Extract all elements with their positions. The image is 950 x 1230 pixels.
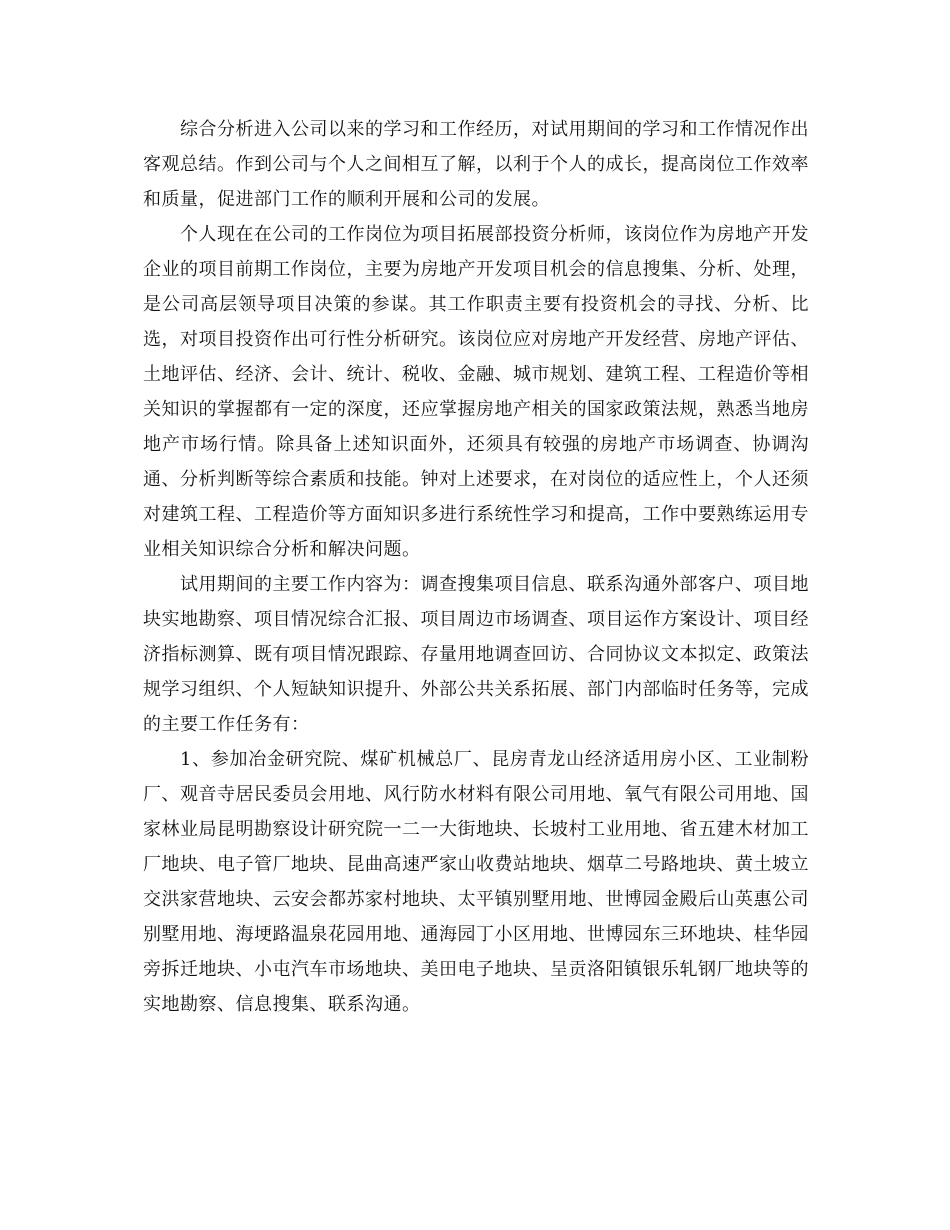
- paragraph-main-work-content: 试用期间的主要工作内容为：调查搜集项目信息、联系沟通外部客户、项目地块实地勘察、项目情况综合汇报、项目周边市场调查、项目运作方案设计、项目经济指标测算、既有项目情况跟踪、存量用地调查回访、合同协议文本拟定、政策法规学习组织、个人短缺知识提升、外部公共关系拓展、部门内部临时任务等，完成的主要工作任务有：: [143, 574, 809, 735]
- paragraph-task-list-item-1: 1、参加冶金研究院、煤矿机械总厂、昆房青龙山经济适用房小区、工业制粉厂、观音寺居民委员会用地、风行防水材料有限公司用地、氧气有限公司用地、国家林业局昆明勘察设计研究院一二一大街地块、长坡村工业用地、省五建木材加工厂地块、电子管厂地块、昆曲高速严家山收费站地块、烟草二号路地块、黄土坡立交洪家营地块、云安会都苏家村地块、太平镇别墅用地、世博园金殿后山英惠公司别墅用地、海埂路温泉花园用地、通海园丁小区用地、世博园东三环地块、桂华园旁拆迁地块、小屯汽车市场地块、美田电子地块、呈贡洛阳镇银乐轧钢厂地块等的实地勘察、信息搜集、联系沟通。: [143, 749, 809, 1015]
- paragraph-summary-intro: 综合分析进入公司以来的学习和工作经历，对试用期间的学习和工作情况作出客观总结。作到公司与个人之间相互了解，以利于个人的成长，提高岗位工作效率和质量，促进部门工作的顺利开展和公司的发展。: [143, 119, 809, 210]
- document-body: [143, 112, 809, 1022]
- paragraph-position-description: 个人现在在公司的工作岗位为项目拓展部投资分析师，该岗位作为房地产开发企业的项目前期工作岗位，主要为房地产开发项目机会的信息搜集、分析、处理，是公司高层领导项目决策的参谋。其工作职责主要有投资机会的寻找、分析、比选，对项目投资作出可行性分析研究。该岗位应对房地产开发经营、房地产评估、土地评估、经济、会计、统计、税收、金融、城市规划、建筑工程、工程造价等相关知识的掌握都有一定的深度，还应掌握房地产相关的国家政策法规，熟悉当地房地产市场行情。除具备上述知识面外，还须具有较强的房地产市场调查、协调沟通、分析判断等综合素质和技能。钟对上述要求，在对岗位的适应性上，个人还须对建筑工程、工程造价等方面知识多进行系统性学习和提高，工作中要熟练运用专业相关知识综合分析和解决问题。: [143, 224, 809, 560]
